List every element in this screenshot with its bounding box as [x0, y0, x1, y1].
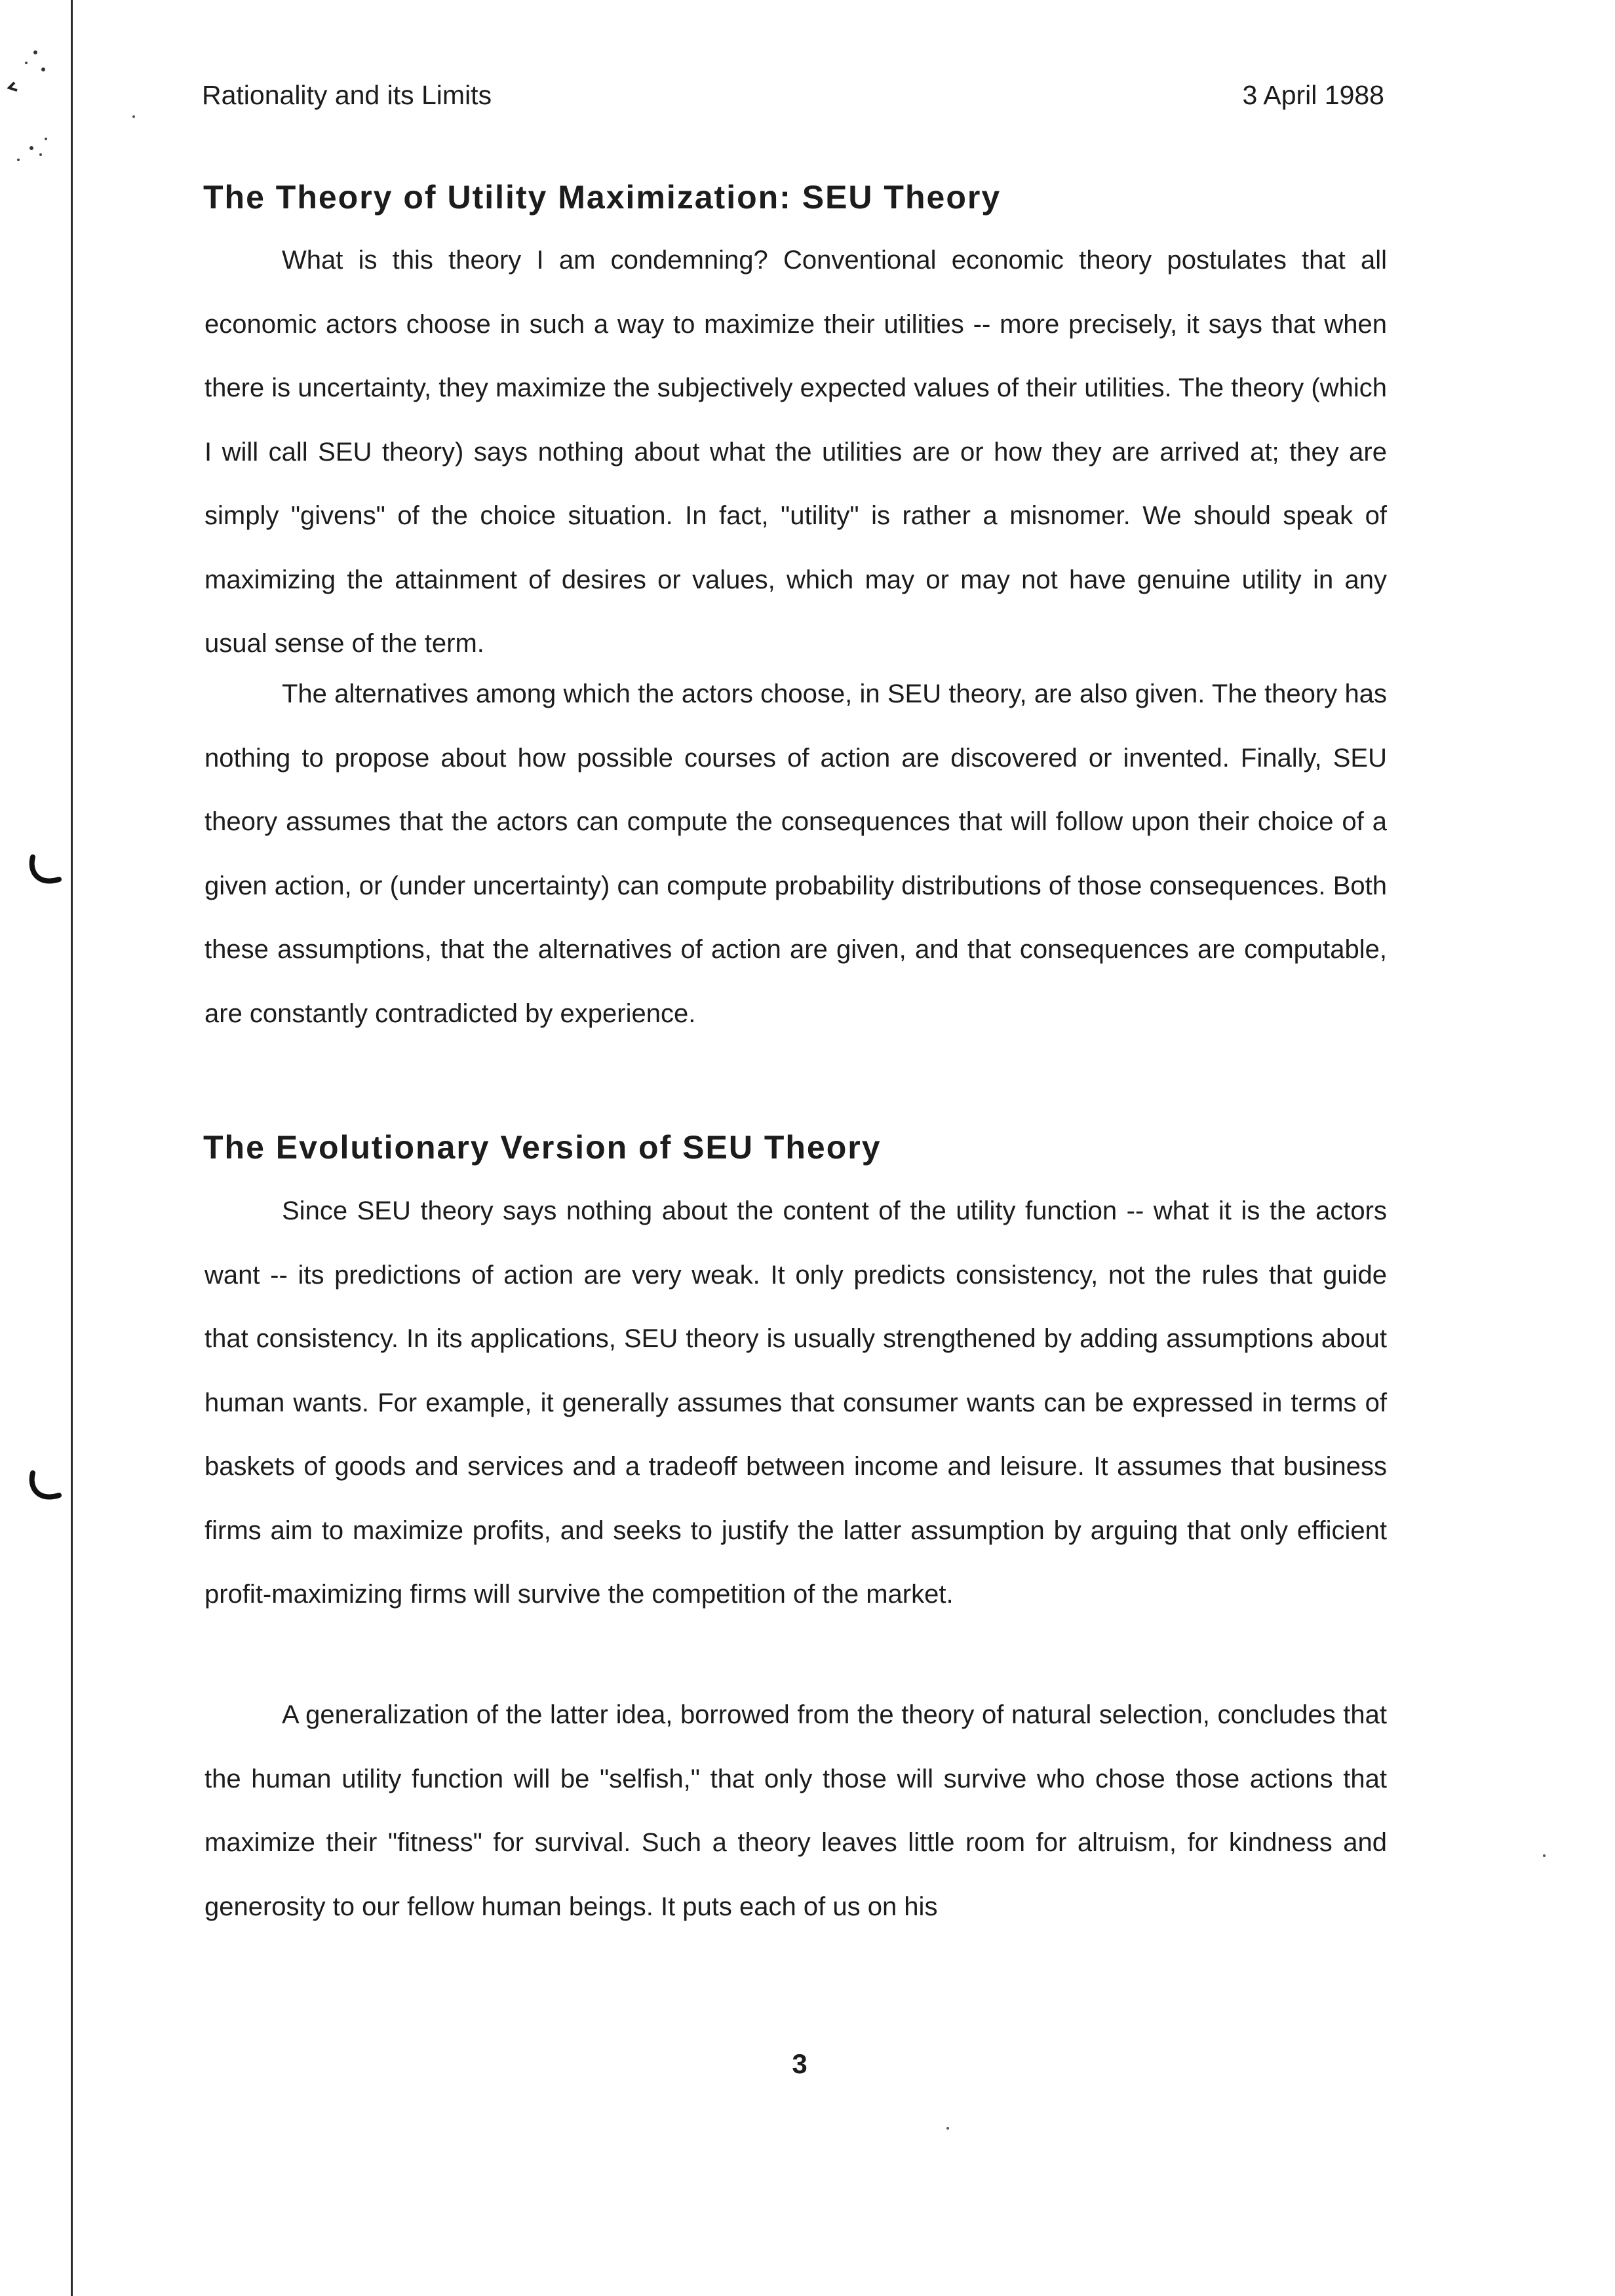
- scan-artifact-marks: [3, 24, 62, 168]
- punch-hole-mark: [26, 852, 63, 889]
- scan-speck: [1543, 1854, 1546, 1857]
- running-head-date: 3 April 1988: [1242, 80, 1384, 110]
- section-title: The Theory of Utility Maximization: SEU Theory: [203, 179, 1002, 216]
- page-number: 3: [792, 2048, 808, 2079]
- paragraph: What is this theory I am condemning? Conventional economic theory postulates that all economic actors choose in such a way to maximize their utilities -- more precisely, it says that when there is uncertainty, they maximize the subjectively expected values of their utilities. The theory (which I will call SEU theory) says nothing about what the utilities are or how they are arrived at; they are simply "givens" of the choice situation. In fact, "utility" is rather a misnomer. We should speak of maximizing the attainment of desires or values, which may or may not have genuine utility in any usual sense of the term.: [204, 246, 1387, 658]
- section-title: The Evolutionary Version of SEU Theory: [203, 1129, 882, 1166]
- paragraph: Since SEU theory says nothing about the content of the utility function -- what it is the actors want -- its predictions of action are very weak. It only predicts consistency, not the rules that guide that consistency. In its applications, SEU theory is usually strengthened by adding assumptions about human wants. For example, it generally assumes that consumer wants can be expressed in terms of baskets of goods and services and a tradeoff between income and leisure. It assumes that business firms aim to maximize profits, and seeks to justify the latter assumption by arguing that only efficient profit-maximizing firms will survive the competition of the market.: [204, 1196, 1387, 1609]
- running-head-title: Rationality and its Limits: [202, 80, 492, 110]
- paragraph: The alternatives among which the actors choose, in SEU theory, are also given. The theory has nothing to propose about how possible courses of action are discovered or invented. Finally, SEU theory assumes that the actors can compute the consequences that will follow upon their choice of a given action, or (under uncertainty) can compute probability distributions of those consequences. Both these assumptions, that the alternatives of action are given, and that consequences are computable, are constantly contradicted by experience.: [204, 679, 1387, 1028]
- scan-speck: [132, 115, 135, 118]
- paragraph: A generalization of the latter idea, borrowed from the theory of natural selection, concludes that the human utility function will be "selfish," that only those will survive who chose those actions that maximize their "fitness" for survival. Such a theory leaves little room for altruism, for kindness and generosity to our fellow human beings. It puts each of us on his: [204, 1700, 1387, 1921]
- punch-hole-mark: [26, 1468, 63, 1504]
- binding-line: [71, 0, 73, 2296]
- scan-speck: [946, 2127, 949, 2130]
